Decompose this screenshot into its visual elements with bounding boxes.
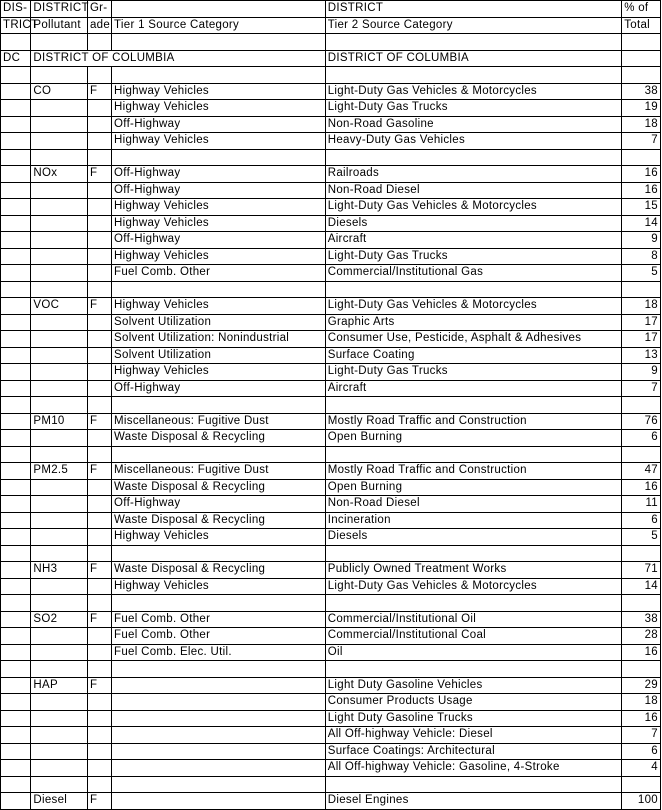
district-cell: [1, 479, 31, 496]
district-cell: [1, 248, 31, 265]
pollutant-cell: [31, 364, 88, 381]
tier1-cell: Waste Disposal & Recycling: [112, 479, 326, 496]
table-row: [1, 694, 661, 711]
grade-cell: [87, 430, 111, 447]
grade-cell: [87, 760, 111, 777]
pollutant-cell: [31, 380, 88, 397]
grade-cell: [87, 248, 111, 265]
district-cell: [1, 430, 31, 447]
tier2-cell: Non-Road Gasoline: [325, 116, 621, 133]
pollutant-cell: [31, 347, 88, 364]
tier1-cell: Off-Highway: [112, 116, 326, 133]
table-row: [1, 793, 661, 810]
tier2-cell: Non-Road Diesel: [325, 496, 621, 513]
district-cell: [1, 215, 31, 232]
header-tier1-2: Tier 1 Source Category: [112, 17, 326, 34]
grade-cell: F: [87, 298, 111, 315]
tier1-cell: Fuel Comb. Other: [112, 265, 326, 282]
district-cell: [1, 364, 31, 381]
grade-cell: [87, 232, 111, 249]
tier1-cell: Highway Vehicles: [112, 83, 326, 100]
grade-cell: F: [87, 413, 111, 430]
tier2-cell: Light Duty Gasoline Vehicles: [325, 677, 621, 694]
tier1-cell: [112, 710, 326, 727]
table-row: [1, 611, 661, 628]
district-cell: [1, 496, 31, 513]
tier2-cell: Open Burning: [325, 430, 621, 447]
table-row: [1, 331, 661, 348]
district-name: DISTRICT OF COLUMBIA: [31, 50, 325, 67]
table-row: [1, 496, 661, 513]
header-district-code-1: DIS-: [1, 1, 31, 18]
grade-cell: [87, 578, 111, 595]
tier1-cell: Highway Vehicles: [112, 248, 326, 265]
district-cell: [1, 760, 31, 777]
header-row-2: [1, 17, 661, 34]
district-cell: [1, 133, 31, 150]
grade-cell: [87, 265, 111, 282]
tier2-cell: Commercial/Institutional Gas: [325, 265, 621, 282]
table-row: [1, 463, 661, 480]
pct-cell: 71: [622, 562, 661, 579]
table-row: [1, 100, 661, 117]
tier1-cell: [112, 760, 326, 777]
pollutant-cell: [31, 512, 88, 529]
pct-cell: 16: [622, 166, 661, 183]
district-cell: [1, 232, 31, 249]
grade-cell: [87, 331, 111, 348]
tier1-cell: Highway Vehicles: [112, 133, 326, 150]
pollutant-cell: [31, 116, 88, 133]
table-row: [1, 727, 661, 744]
pollutant-cell: SO2: [31, 611, 88, 628]
blank-row: [1, 397, 661, 414]
table-row: [1, 232, 661, 249]
tier1-cell: Waste Disposal & Recycling: [112, 562, 326, 579]
blank-row: [1, 34, 661, 51]
tier2-cell: Mostly Road Traffic and Construction: [325, 413, 621, 430]
pct-cell: 18: [622, 116, 661, 133]
tier2-cell: Light-Duty Gas Vehicles & Motorcycles: [325, 83, 621, 100]
grade-cell: [87, 694, 111, 711]
pollutant-cell: [31, 314, 88, 331]
table-row: [1, 215, 661, 232]
grade-cell: [87, 314, 111, 331]
tier1-cell: Fuel Comb. Elec. Util.: [112, 644, 326, 661]
table-row: [1, 512, 661, 529]
district-cell: [1, 166, 31, 183]
blank-row: [1, 67, 661, 84]
district-cell: [1, 182, 31, 199]
table-row: [1, 182, 661, 199]
tier1-cell: Solvent Utilization: [112, 314, 326, 331]
pct-cell: 7: [622, 380, 661, 397]
pollutant-cell: VOC: [31, 298, 88, 315]
header-grade-2: ade: [87, 17, 111, 34]
tier2-cell: Incineration: [325, 512, 621, 529]
tier2-cell: Publicly Owned Treatment Works: [325, 562, 621, 579]
pollutant-cell: [31, 479, 88, 496]
tier1-cell: Highway Vehicles: [112, 199, 326, 216]
tier2-cell: Light-Duty Gas Vehicles & Motorcycles: [325, 199, 621, 216]
grade-cell: F: [87, 166, 111, 183]
tier1-cell: [112, 793, 326, 810]
pollutant-cell: [31, 265, 88, 282]
grade-cell: [87, 364, 111, 381]
pct-cell: 6: [622, 512, 661, 529]
grade-cell: [87, 100, 111, 117]
grade-cell: F: [87, 463, 111, 480]
table-row: [1, 133, 661, 150]
grade-cell: F: [87, 793, 111, 810]
pct-cell: 16: [622, 710, 661, 727]
tier1-cell: [112, 694, 326, 711]
table-row: [1, 248, 661, 265]
tier1-cell: Off-Highway: [112, 232, 326, 249]
tier1-cell: [112, 727, 326, 744]
tier2-cell: Open Burning: [325, 479, 621, 496]
header-pct-1: % of: [622, 1, 661, 18]
district-row: [1, 50, 661, 67]
pct-cell: 7: [622, 727, 661, 744]
tier1-cell: Fuel Comb. Other: [112, 628, 326, 645]
header-pollutant-1: DISTRICT: [31, 1, 88, 18]
tier1-cell: Highway Vehicles: [112, 298, 326, 315]
tier2-cell: Commercial/Institutional Coal: [325, 628, 621, 645]
grade-cell: [87, 116, 111, 133]
pct-cell: 6: [622, 430, 661, 447]
district-cell: [1, 628, 31, 645]
header-tier1-1: [112, 1, 326, 18]
tier2-cell: Light-Duty Gas Trucks: [325, 364, 621, 381]
tier2-cell: Diesel Engines: [325, 793, 621, 810]
pct-cell: 14: [622, 578, 661, 595]
tier1-cell: [112, 677, 326, 694]
district-cell: [1, 677, 31, 694]
pollutant-cell: [31, 215, 88, 232]
grade-cell: [87, 628, 111, 645]
tier1-cell: Off-Highway: [112, 166, 326, 183]
table-row: [1, 116, 661, 133]
pct-cell: 19: [622, 100, 661, 117]
grade-cell: F: [87, 677, 111, 694]
pct-cell: 100: [622, 793, 661, 810]
tier1-cell: Waste Disposal & Recycling: [112, 430, 326, 447]
district-cell: [1, 644, 31, 661]
tier2-cell: Light-Duty Gas Vehicles & Motorcycles: [325, 298, 621, 315]
table-row: [1, 347, 661, 364]
tier2-cell: All Off-highway Vehicle: Gasoline, 4-Stroke: [325, 760, 621, 777]
tier1-cell: Miscellaneous: Fugitive Dust: [112, 413, 326, 430]
district-code: DC: [1, 50, 31, 67]
pollutant-cell: [31, 760, 88, 777]
tier1-cell: Highway Vehicles: [112, 215, 326, 232]
tier1-cell: Miscellaneous: Fugitive Dust: [112, 463, 326, 480]
pct-cell: 17: [622, 331, 661, 348]
tier2-cell: Diesels: [325, 529, 621, 546]
blank-row: [1, 595, 661, 612]
blank-row: [1, 776, 661, 793]
blank-row: [1, 446, 661, 463]
district-cell: [1, 83, 31, 100]
table-row: [1, 677, 661, 694]
header-pct-2: Total: [622, 17, 661, 34]
grade-cell: [87, 644, 111, 661]
pollutant-cell: [31, 133, 88, 150]
grade-cell: [87, 512, 111, 529]
tier2-cell: Aircraft: [325, 232, 621, 249]
tier2-cell: Light-Duty Gas Vehicles & Motorcycles: [325, 578, 621, 595]
grade-cell: [87, 727, 111, 744]
tier2-cell: Non-Road Diesel: [325, 182, 621, 199]
header-pollutant-2: Pollutant: [31, 17, 88, 34]
table-row: [1, 628, 661, 645]
tier1-cell: Highway Vehicles: [112, 100, 326, 117]
grade-cell: [87, 347, 111, 364]
table-row: [1, 529, 661, 546]
pollutant-cell: CO: [31, 83, 88, 100]
tier2-cell: Light-Duty Gas Trucks: [325, 248, 621, 265]
grade-cell: [87, 380, 111, 397]
table-row: [1, 710, 661, 727]
grade-cell: [87, 182, 111, 199]
pct-cell: 7: [622, 133, 661, 150]
table-row: [1, 413, 661, 430]
district-cell: [1, 298, 31, 315]
pollutant-cell: [31, 529, 88, 546]
grade-cell: [87, 479, 111, 496]
district-cell: [1, 347, 31, 364]
tier1-cell: Fuel Comb. Other: [112, 611, 326, 628]
blank-row: [1, 545, 661, 562]
blank-row: [1, 661, 661, 678]
pollutant-cell: [31, 694, 88, 711]
table-row: [1, 644, 661, 661]
tier1-cell: Off-Highway: [112, 182, 326, 199]
pct-cell: 38: [622, 83, 661, 100]
grade-cell: F: [87, 611, 111, 628]
pollutant-cell: NOx: [31, 166, 88, 183]
tier2-cell: Consumer Use, Pesticide, Asphalt & Adhesives: [325, 331, 621, 348]
pct-cell: 18: [622, 694, 661, 711]
district-cell: [1, 314, 31, 331]
pollutant-cell: [31, 578, 88, 595]
pct-cell: 29: [622, 677, 661, 694]
header-grade-1: Gr-: [87, 1, 111, 18]
district-cell: [1, 512, 31, 529]
district-cell: [1, 331, 31, 348]
tier2-cell: Railroads: [325, 166, 621, 183]
district-cell: [1, 694, 31, 711]
pct-cell: 16: [622, 644, 661, 661]
pollutant-cell: [31, 100, 88, 117]
pollutant-cell: [31, 710, 88, 727]
blank-row: [1, 281, 661, 298]
pollutant-cell: NH3: [31, 562, 88, 579]
pollutant-cell: PM2.5: [31, 463, 88, 480]
pct-cell: 14: [622, 215, 661, 232]
tier2-cell: Oil: [325, 644, 621, 661]
pollutant-cell: PM10: [31, 413, 88, 430]
table-row: [1, 380, 661, 397]
table-row: [1, 479, 661, 496]
district-cell: [1, 100, 31, 117]
pct-cell: 16: [622, 182, 661, 199]
district-cell: [1, 413, 31, 430]
pollutant-cell: [31, 628, 88, 645]
tier1-cell: Off-Highway: [112, 496, 326, 513]
grade-cell: [87, 199, 111, 216]
pollutant-cell: [31, 232, 88, 249]
district-cell: [1, 265, 31, 282]
tier2-cell: Consumer Products Usage: [325, 694, 621, 711]
tier1-cell: Highway Vehicles: [112, 529, 326, 546]
pct-cell: 13: [622, 347, 661, 364]
pct-cell: 4: [622, 760, 661, 777]
tier2-cell: Heavy-Duty Gas Vehicles: [325, 133, 621, 150]
tier1-cell: Highway Vehicles: [112, 578, 326, 595]
district-cell: [1, 562, 31, 579]
tier1-cell: Highway Vehicles: [112, 364, 326, 381]
pct-cell: 15: [622, 199, 661, 216]
grade-cell: [87, 496, 111, 513]
header-district-code-2: TRICT: [1, 17, 31, 34]
pollutant-cell: [31, 248, 88, 265]
pollutant-cell: [31, 743, 88, 760]
district-cell: [1, 743, 31, 760]
table-row: [1, 743, 661, 760]
district-cell: [1, 116, 31, 133]
pct-cell: 38: [622, 611, 661, 628]
pct-cell: 9: [622, 232, 661, 249]
grade-cell: [87, 743, 111, 760]
pollutant-cell: [31, 182, 88, 199]
pct-cell: 8: [622, 248, 661, 265]
tier1-cell: Off-Highway: [112, 380, 326, 397]
pollutant-cell: Diesel: [31, 793, 88, 810]
tier2-cell: Surface Coatings: Architectural: [325, 743, 621, 760]
district-cell: [1, 199, 31, 216]
tier2-cell: Mostly Road Traffic and Construction: [325, 463, 621, 480]
tier1-cell: [112, 743, 326, 760]
district-cell: [1, 793, 31, 810]
tier2-cell: Surface Coating: [325, 347, 621, 364]
pct-cell: 11: [622, 496, 661, 513]
table-row: [1, 430, 661, 447]
pollutant-cell: [31, 496, 88, 513]
tier2-cell: Graphic Arts: [325, 314, 621, 331]
tier2-cell: All Off-highway Vehicle: Diesel: [325, 727, 621, 744]
table-row: [1, 562, 661, 579]
pct-cell: 5: [622, 529, 661, 546]
pollutant-cell: [31, 331, 88, 348]
tier2-cell: Commercial/Institutional Oil: [325, 611, 621, 628]
district-cell: [1, 380, 31, 397]
table-row: [1, 314, 661, 331]
pct-cell: 76: [622, 413, 661, 430]
pollutant-cell: [31, 430, 88, 447]
pct-cell: 18: [622, 298, 661, 315]
pct-cell: 16: [622, 479, 661, 496]
header-tier2-1: DISTRICT: [325, 1, 621, 18]
blank-row: [1, 149, 661, 166]
pct-cell: 17: [622, 314, 661, 331]
district-cell: [1, 611, 31, 628]
table-row: [1, 578, 661, 595]
table-row: [1, 265, 661, 282]
pollutant-cell: [31, 644, 88, 661]
district-cell: [1, 578, 31, 595]
tier2-cell: Diesels: [325, 215, 621, 232]
tier2-cell: Light Duty Gasoline Trucks: [325, 710, 621, 727]
table-row: [1, 298, 661, 315]
header-row-1: [1, 1, 661, 18]
table-row: [1, 760, 661, 777]
table-row: [1, 199, 661, 216]
grade-cell: [87, 710, 111, 727]
tier1-cell: Solvent Utilization: [112, 347, 326, 364]
grade-cell: [87, 133, 111, 150]
grade-cell: [87, 215, 111, 232]
pct-cell: 47: [622, 463, 661, 480]
district-tier2-name: DISTRICT OF COLUMBIA: [325, 50, 621, 67]
pollutant-cell: [31, 199, 88, 216]
table-row: [1, 166, 661, 183]
pollutant-cell: HAP: [31, 677, 88, 694]
grade-cell: [87, 529, 111, 546]
pollutant-cell: [31, 727, 88, 744]
header-tier2-2: Tier 2 Source Category: [325, 17, 621, 34]
district-cell: [1, 727, 31, 744]
pct-cell: 28: [622, 628, 661, 645]
pct-cell: 5: [622, 265, 661, 282]
pct-cell: 9: [622, 364, 661, 381]
tier1-cell: Solvent Utilization: Nonindustrial: [112, 331, 326, 348]
grade-cell: F: [87, 83, 111, 100]
pct-cell: 6: [622, 743, 661, 760]
district-cell: [1, 710, 31, 727]
district-cell: [1, 463, 31, 480]
district-cell: [1, 529, 31, 546]
grade-cell: F: [87, 562, 111, 579]
table-row: [1, 83, 661, 100]
tier1-cell: Waste Disposal & Recycling: [112, 512, 326, 529]
tier2-cell: Light-Duty Gas Trucks: [325, 100, 621, 117]
tier2-cell: Aircraft: [325, 380, 621, 397]
table-row: [1, 364, 661, 381]
